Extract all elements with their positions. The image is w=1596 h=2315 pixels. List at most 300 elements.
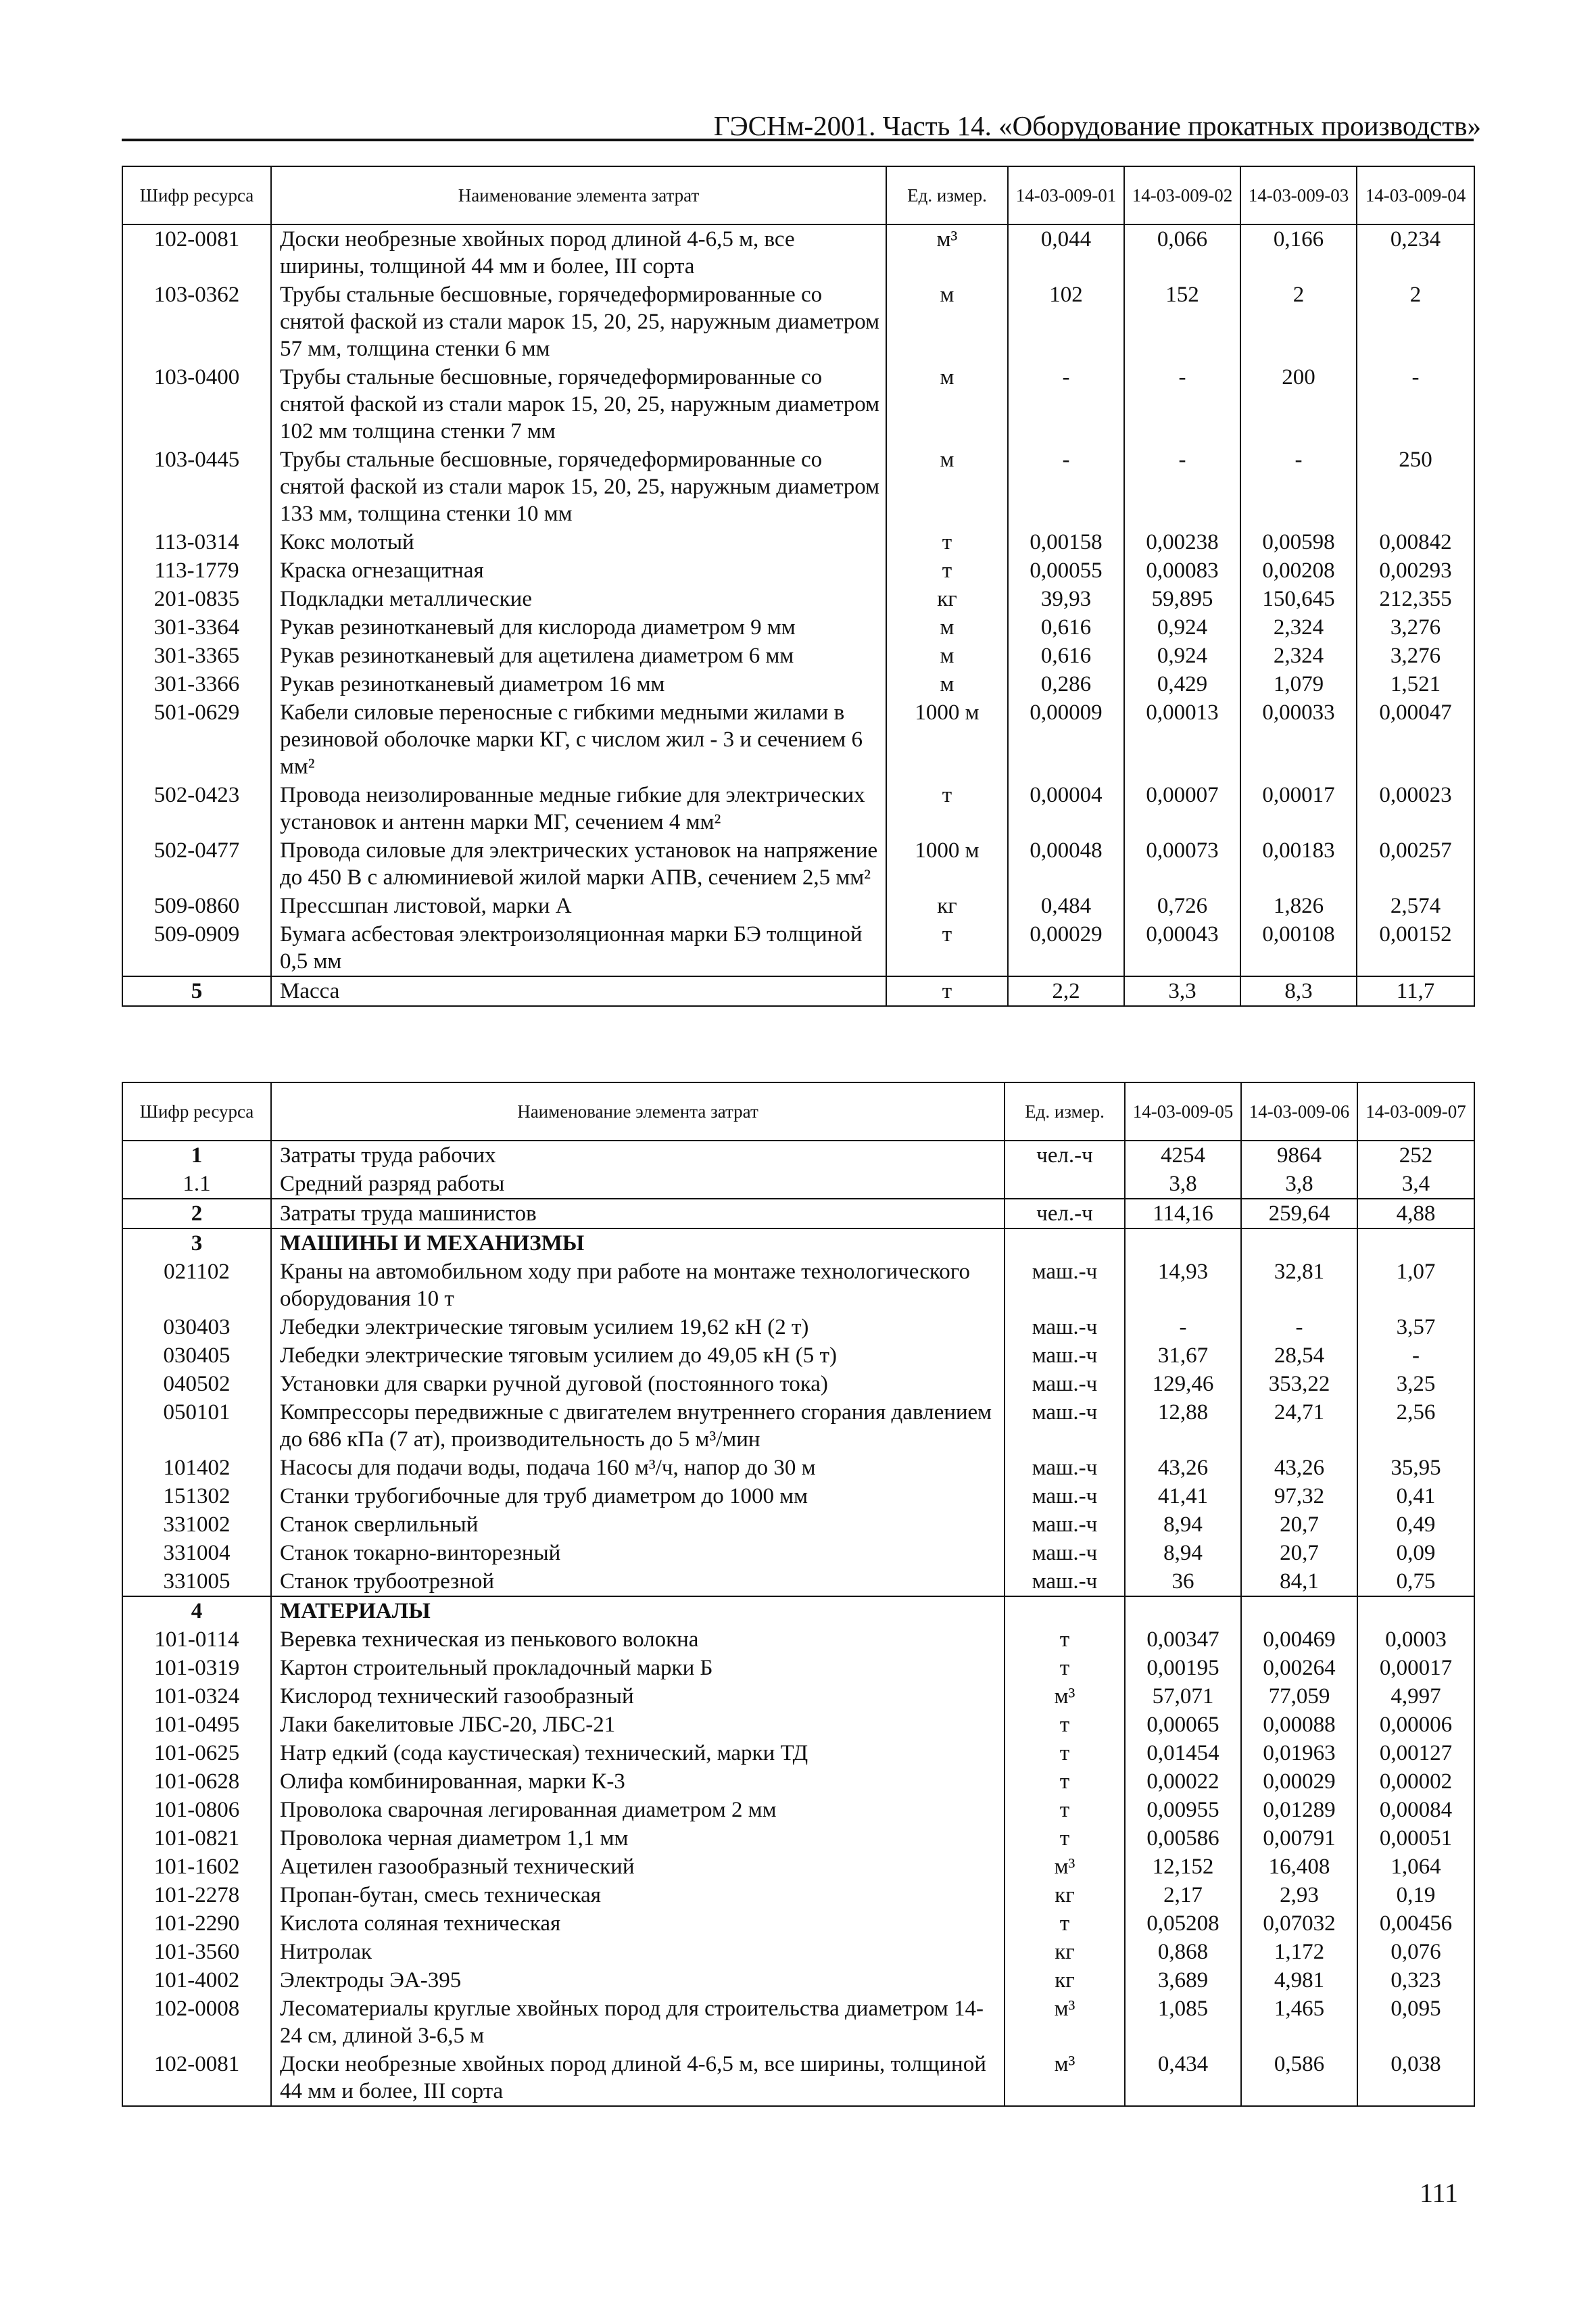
resource-code: 101-0628: [122, 1767, 271, 1796]
value-cell: 0,00013: [1124, 698, 1240, 781]
header-col-6: 14-03-009-06: [1241, 1082, 1357, 1141]
table-row: [122, 446, 1474, 528]
table-row: [122, 556, 1474, 585]
value-cell: 2,2: [1008, 976, 1124, 1006]
value-cell: 41,41: [1125, 1482, 1241, 1510]
resource-code: 2: [122, 1199, 271, 1228]
resource-name: Рукав резинотканевый для ацетилена диаметром 6 мм: [271, 642, 886, 670]
unit-cell: т: [1005, 1711, 1125, 1739]
table-row: [122, 1482, 1474, 1510]
value-cell: 0,924: [1124, 642, 1240, 670]
value-cell: 1,079: [1240, 670, 1357, 698]
header-code: Шифр ресурса: [122, 166, 271, 224]
resource-code: 030403: [122, 1313, 271, 1341]
unit-cell: 1000 м: [886, 836, 1008, 892]
value-cell: 0,434: [1125, 2050, 1241, 2106]
resource-name: Проволока сварочная легированная диаметром 2 мм: [271, 1796, 1005, 1824]
value-cell: 0,05208: [1125, 1909, 1241, 1938]
value-cell: 0,038: [1357, 2050, 1474, 2106]
resource-name: Пропан-бутан, смесь техническая: [271, 1881, 1005, 1909]
resource-code: 101-0625: [122, 1739, 271, 1767]
value-cell: 0,234: [1357, 224, 1474, 281]
value-cell: 0,00009: [1008, 698, 1124, 781]
table-row: [122, 1370, 1474, 1398]
value-cell: 2,324: [1240, 642, 1357, 670]
table-row: [122, 1539, 1474, 1567]
table-row: [122, 1654, 1474, 1682]
resource-code: 101-4002: [122, 1966, 271, 1995]
table-row: [122, 1824, 1474, 1853]
table-row: [122, 2050, 1474, 2106]
value-cell: 0,0003: [1357, 1625, 1474, 1654]
resource-code: 101-0821: [122, 1824, 271, 1853]
unit-cell: т: [1005, 1909, 1125, 1938]
value-cell: 12,88: [1125, 1398, 1241, 1454]
value-cell: 0,00955: [1125, 1796, 1241, 1824]
value-cell: 0,19: [1357, 1881, 1474, 1909]
value-cell: 1,085: [1125, 1995, 1241, 2050]
resource-name: Олифа комбинированная, марки К-3: [271, 1767, 1005, 1796]
value-cell: 0,00065: [1125, 1711, 1241, 1739]
value-cell: -: [1241, 1313, 1357, 1341]
table-row: [122, 920, 1474, 976]
value-cell: 28,54: [1241, 1341, 1357, 1370]
resource-name: Масса: [271, 976, 886, 1006]
value-cell: 1,826: [1240, 892, 1357, 920]
value-cell: 0,00048: [1008, 836, 1124, 892]
value-cell: 1,07: [1357, 1258, 1474, 1313]
resource-name: Станки трубогибочные для труб диаметром до 1000 мм: [271, 1482, 1005, 1510]
value-cell: 0,09: [1357, 1539, 1474, 1567]
value-cell: 0,00293: [1357, 556, 1474, 585]
unit-cell: т: [1005, 1654, 1125, 1682]
value-cell: 3,8: [1241, 1170, 1357, 1199]
labor-row: [122, 1141, 1474, 1170]
resource-code: 301-3365: [122, 642, 271, 670]
value-cell: 0,00264: [1241, 1654, 1357, 1682]
value-cell: -: [1124, 363, 1240, 446]
value-cell: 0,00088: [1241, 1711, 1357, 1739]
header-col-3: 14-03-009-03: [1240, 166, 1357, 224]
header-name: Наименование элемента затрат: [271, 166, 886, 224]
table-row: [122, 1711, 1474, 1739]
value-cell: 1,465: [1241, 1995, 1357, 2050]
header-code: Шифр ресурса: [122, 1082, 271, 1141]
resource-name: Затраты труда машинистов: [271, 1199, 1005, 1228]
unit-cell: т: [1005, 1625, 1125, 1654]
value-cell: 0,00083: [1124, 556, 1240, 585]
value-cell: 212,355: [1357, 585, 1474, 613]
value-cell: 2,17: [1125, 1881, 1241, 1909]
resource-name: Насосы для подачи воды, подача 160 м³/ч, напор до 30 м: [271, 1454, 1005, 1482]
unit-cell: кг: [886, 892, 1008, 920]
header-rule: [122, 139, 1474, 141]
value-cell: 0,00257: [1357, 836, 1474, 892]
value-cell: 3,8: [1125, 1170, 1241, 1199]
section-row-materials: [122, 1596, 1474, 1625]
resource-code: 101-2278: [122, 1881, 271, 1909]
resource-name: Компрессоры передвижные с двигателем внутреннего сгорания давлением до 686 кПа (7 ат), производительность до 5 м³/мин: [271, 1398, 1005, 1454]
value-cell: 0,066: [1124, 224, 1240, 281]
resource-code: 101-0495: [122, 1711, 271, 1739]
value-cell: 0,286: [1008, 670, 1124, 698]
resource-code: 4: [122, 1596, 271, 1625]
value-cell: 0,00598: [1240, 528, 1357, 556]
mass-row: [122, 976, 1474, 1006]
resource-code: 103-0362: [122, 281, 271, 363]
unit-cell: маш.-ч: [1005, 1398, 1125, 1454]
resource-code: 1.1: [122, 1170, 271, 1199]
table-row: [122, 1739, 1474, 1767]
value-cell: 0,166: [1240, 224, 1357, 281]
value-cell: 0,00055: [1008, 556, 1124, 585]
value-cell: 4,997: [1357, 1682, 1474, 1711]
value-cell: 0,924: [1124, 613, 1240, 642]
value-cell: 0,00127: [1357, 1739, 1474, 1767]
unit-cell: маш.-ч: [1005, 1567, 1125, 1596]
unit-cell: т: [886, 920, 1008, 976]
value-cell: 0,00047: [1357, 698, 1474, 781]
unit-cell: кг: [1005, 1938, 1125, 1966]
table-row: [122, 670, 1474, 698]
value-cell: 0,07032: [1241, 1909, 1357, 1938]
resource-name: Лаки бакелитовые ЛБС-20, ЛБС-21: [271, 1711, 1005, 1739]
value-cell: 0,726: [1124, 892, 1240, 920]
value-cell: 1,521: [1357, 670, 1474, 698]
value-cell: 0,01289: [1241, 1796, 1357, 1824]
value-cell: 32,81: [1241, 1258, 1357, 1313]
value-cell: 1,172: [1241, 1938, 1357, 1966]
value-cell: 11,7: [1357, 976, 1474, 1006]
value-cell: 3,4: [1357, 1170, 1474, 1199]
unit-cell: м³: [1005, 1682, 1125, 1711]
value-cell: 8,94: [1125, 1510, 1241, 1539]
value-cell: 0,616: [1008, 642, 1124, 670]
value-cell: 0,044: [1008, 224, 1124, 281]
value-cell: 0,49: [1357, 1510, 1474, 1539]
table-row: [122, 528, 1474, 556]
header-name: Наименование элемента затрат: [271, 1082, 1005, 1141]
value-cell: 84,1: [1241, 1567, 1357, 1596]
unit-cell: маш.-ч: [1005, 1258, 1125, 1313]
value-cell: 3,689: [1125, 1966, 1241, 1995]
resource-code: 102-0081: [122, 2050, 271, 2106]
header-unit: Ед. измер.: [886, 166, 1008, 224]
unit-cell: т: [886, 528, 1008, 556]
header-col-7: 14-03-009-07: [1357, 1082, 1474, 1141]
value-cell: 0,00017: [1240, 781, 1357, 836]
unit-cell: маш.-ч: [1005, 1313, 1125, 1341]
resource-name: Ацетилен газообразный технический: [271, 1853, 1005, 1881]
value-cell: 57,071: [1125, 1682, 1241, 1711]
value-cell: 43,26: [1241, 1454, 1357, 1482]
value-cell: 3,276: [1357, 613, 1474, 642]
table-row: [122, 1767, 1474, 1796]
unit-cell: чел.-ч: [1005, 1199, 1125, 1228]
resource-code: 301-3364: [122, 613, 271, 642]
resource-name: МАШИНЫ И МЕХАНИЗМЫ: [271, 1228, 1005, 1258]
labor-row: [122, 1170, 1474, 1199]
unit-cell: маш.-ч: [1005, 1341, 1125, 1370]
value-cell: 200: [1240, 363, 1357, 446]
value-cell: -: [1124, 446, 1240, 528]
section-row-machines: [122, 1228, 1474, 1258]
value-cell: 0,00033: [1240, 698, 1357, 781]
value-cell: 0,00586: [1125, 1824, 1241, 1853]
value-cell: 114,16: [1125, 1199, 1241, 1228]
table-row: [122, 613, 1474, 642]
resource-name: Трубы стальные бесшовные, горячедеформированные со снятой фаской из стали марок 15, 20, 25, наружным диаметром 133 мм, толщина стенки 10 мм: [271, 446, 886, 528]
value-cell: 31,67: [1125, 1341, 1241, 1370]
value-cell: 39,93: [1008, 585, 1124, 613]
table-row: [122, 892, 1474, 920]
resource-name: Доски необрезные хвойных пород длиной 4-6,5 м, все ширины, толщиной 44 мм и более, III сорта: [271, 224, 886, 281]
resource-code: 331005: [122, 1567, 271, 1596]
resource-name: Веревка техническая из пенькового волокна: [271, 1625, 1005, 1654]
value-cell: 14,93: [1125, 1258, 1241, 1313]
table-row: [122, 1454, 1474, 1482]
value-cell: 0,00152: [1357, 920, 1474, 976]
resource-name: Натр едкий (сода каустическая) технический, марки ТД: [271, 1739, 1005, 1767]
value-cell: 0,00004: [1008, 781, 1124, 836]
value-cell: 0,01963: [1241, 1739, 1357, 1767]
unit-cell: маш.-ч: [1005, 1510, 1125, 1539]
unit-cell: т: [1005, 1739, 1125, 1767]
value-cell: 0,484: [1008, 892, 1124, 920]
empty-cell: [1357, 1228, 1474, 1258]
empty-cell: [1005, 1596, 1125, 1625]
resource-code: 102-0008: [122, 1995, 271, 2050]
table-row: [122, 585, 1474, 613]
resource-code: 201-0835: [122, 585, 271, 613]
resource-name: Станок сверлильный: [271, 1510, 1005, 1539]
table-row: [122, 1938, 1474, 1966]
value-cell: 9864: [1241, 1141, 1357, 1170]
table-row: [122, 642, 1474, 670]
value-cell: 0,75: [1357, 1567, 1474, 1596]
table-row: [122, 836, 1474, 892]
value-cell: 2,56: [1357, 1398, 1474, 1454]
value-cell: 0,41: [1357, 1482, 1474, 1510]
resource-name: Бумага асбестовая электроизоляционная марки БЭ толщиной 0,5 мм: [271, 920, 886, 976]
value-cell: 8,94: [1125, 1539, 1241, 1567]
unit-cell: кг: [886, 585, 1008, 613]
value-cell: 0,00456: [1357, 1909, 1474, 1938]
resource-name: Лебедки электрические тяговым усилием до 49,05 кН (5 т): [271, 1341, 1005, 1370]
value-cell: 353,22: [1241, 1370, 1357, 1398]
table-row: [122, 781, 1474, 836]
value-cell: 152: [1124, 281, 1240, 363]
unit-cell: [1005, 1170, 1125, 1199]
value-cell: 0,00051: [1357, 1824, 1474, 1853]
value-cell: 35,95: [1357, 1454, 1474, 1482]
resource-code: 509-0860: [122, 892, 271, 920]
value-cell: 0,00183: [1240, 836, 1357, 892]
value-cell: 259,64: [1241, 1199, 1357, 1228]
table-row: [122, 1567, 1474, 1596]
value-cell: 0,00029: [1241, 1767, 1357, 1796]
unit-cell: кг: [1005, 1881, 1125, 1909]
unit-cell: м³: [1005, 1853, 1125, 1881]
value-cell: -: [1357, 363, 1474, 446]
value-cell: 0,00043: [1124, 920, 1240, 976]
resource-code: 331004: [122, 1539, 271, 1567]
value-cell: 0,868: [1125, 1938, 1241, 1966]
value-cell: 252: [1357, 1141, 1474, 1170]
table-row: [122, 1258, 1474, 1313]
unit-cell: кг: [1005, 1966, 1125, 1995]
value-cell: -: [1240, 446, 1357, 528]
resource-code: 101-0806: [122, 1796, 271, 1824]
value-cell: 2: [1240, 281, 1357, 363]
value-cell: 2,93: [1241, 1881, 1357, 1909]
value-cell: 0,00002: [1357, 1767, 1474, 1796]
resource-code: 101-0324: [122, 1682, 271, 1711]
value-cell: 0,076: [1357, 1938, 1474, 1966]
resource-name: Нитролак: [271, 1938, 1005, 1966]
value-cell: 43,26: [1125, 1454, 1241, 1482]
resource-name: Рукав резинотканевый для кислорода диаметром 9 мм: [271, 613, 886, 642]
resource-name: Лесоматериалы круглые хвойных пород для строительства диаметром 14-24 см, длиной 3-6,5 м: [271, 1995, 1005, 2050]
value-cell: 0,00108: [1240, 920, 1357, 976]
unit-cell: м: [886, 281, 1008, 363]
resource-code: 101-2290: [122, 1909, 271, 1938]
empty-cell: [1241, 1228, 1357, 1258]
resource-table-2: [122, 1082, 1475, 2107]
unit-cell: м³: [1005, 2050, 1125, 2106]
empty-cell: [1241, 1596, 1357, 1625]
value-cell: 0,00022: [1125, 1767, 1241, 1796]
value-cell: 0,616: [1008, 613, 1124, 642]
resource-code: 113-1779: [122, 556, 271, 585]
unit-cell: м: [886, 642, 1008, 670]
value-cell: 150,645: [1240, 585, 1357, 613]
resource-table-1: [122, 166, 1475, 1007]
value-cell: 102: [1008, 281, 1124, 363]
value-cell: 0,095: [1357, 1995, 1474, 2050]
header-col-2: 14-03-009-02: [1124, 166, 1240, 224]
table-row: [122, 698, 1474, 781]
page-header: ГЭСНм-2001. Часть 14. «Оборудование прокатных производств»: [713, 110, 1481, 141]
value-cell: 12,152: [1125, 1853, 1241, 1881]
table-row: [122, 1510, 1474, 1539]
value-cell: -: [1008, 363, 1124, 446]
value-cell: 24,71: [1241, 1398, 1357, 1454]
resource-name: Краска огнезащитная: [271, 556, 886, 585]
value-cell: 129,46: [1125, 1370, 1241, 1398]
resource-name: Подкладки металлические: [271, 585, 886, 613]
value-cell: 59,895: [1124, 585, 1240, 613]
resource-code: 1: [122, 1141, 271, 1170]
header-col-1: 14-03-009-01: [1008, 166, 1124, 224]
resource-name: Кабели силовые переносные с гибкими медными жилами в резиновой оболочке марки КГ, с числом жил - 3 и сечением 6 мм²: [271, 698, 886, 781]
unit-cell: т: [886, 781, 1008, 836]
resource-code: 5: [122, 976, 271, 1006]
resource-code: 113-0314: [122, 528, 271, 556]
table-row: [122, 1682, 1474, 1711]
value-cell: 0,00238: [1124, 528, 1240, 556]
value-cell: 8,3: [1240, 976, 1357, 1006]
resource-code: 502-0423: [122, 781, 271, 836]
value-cell: 250: [1357, 446, 1474, 528]
resource-code: 101-0114: [122, 1625, 271, 1654]
table-row: [122, 281, 1474, 363]
unit-cell: т: [1005, 1824, 1125, 1853]
resource-name: Краны на автомобильном ходу при работе на монтаже технологического оборудования 10 т: [271, 1258, 1005, 1313]
resource-name: Картон строительный прокладочный марки Б: [271, 1654, 1005, 1682]
resource-name: Станок токарно-винторезный: [271, 1539, 1005, 1567]
unit-cell: м: [886, 363, 1008, 446]
table-row: [122, 1881, 1474, 1909]
value-cell: 0,00195: [1125, 1654, 1241, 1682]
resource-name: Доски необрезные хвойных пород длиной 4-6,5 м, все ширины, толщиной 44 мм и более, III сорта: [271, 2050, 1005, 2106]
resource-code: 030405: [122, 1341, 271, 1370]
unit-cell: маш.-ч: [1005, 1482, 1125, 1510]
table-row: [122, 1398, 1474, 1454]
table-row: [122, 1796, 1474, 1824]
value-cell: 2: [1357, 281, 1474, 363]
resource-name: Станок трубоотрезной: [271, 1567, 1005, 1596]
resource-code: 101-3560: [122, 1938, 271, 1966]
unit-cell: маш.-ч: [1005, 1370, 1125, 1398]
unit-cell: т: [886, 976, 1008, 1006]
resource-code: 501-0629: [122, 698, 271, 781]
value-cell: 2,574: [1357, 892, 1474, 920]
value-cell: 16,408: [1241, 1853, 1357, 1881]
resource-code: 102-0081: [122, 224, 271, 281]
value-cell: 1,064: [1357, 1853, 1474, 1881]
empty-cell: [1125, 1228, 1241, 1258]
resource-name: Средний разряд работы: [271, 1170, 1005, 1199]
resource-name: Трубы стальные бесшовные, горячедеформированные со снятой фаской из стали марок 15, 20, 25, наружным диаметром 102 мм толщина стенки 7 мм: [271, 363, 886, 446]
value-cell: 0,00469: [1241, 1625, 1357, 1654]
value-cell: 0,00017: [1357, 1654, 1474, 1682]
value-cell: 20,7: [1241, 1539, 1357, 1567]
resource-code: 151302: [122, 1482, 271, 1510]
value-cell: 77,059: [1241, 1682, 1357, 1711]
resource-name: Прессшпан листовой, марки А: [271, 892, 886, 920]
unit-cell: чел.-ч: [1005, 1141, 1125, 1170]
value-cell: 0,00347: [1125, 1625, 1241, 1654]
resource-code: 050101: [122, 1398, 271, 1454]
value-cell: 0,586: [1241, 2050, 1357, 2106]
unit-cell: маш.-ч: [1005, 1539, 1125, 1567]
resource-name: Затраты труда рабочих: [271, 1141, 1005, 1170]
value-cell: 0,00073: [1124, 836, 1240, 892]
resource-code: 509-0909: [122, 920, 271, 976]
resource-code: 301-3366: [122, 670, 271, 698]
resource-name: Кислота соляная техническая: [271, 1909, 1005, 1938]
value-cell: 0,323: [1357, 1966, 1474, 1995]
value-cell: 0,00791: [1241, 1824, 1357, 1853]
resource-name: Проволока черная диаметром 1,1 мм: [271, 1824, 1005, 1853]
table-row: [122, 1909, 1474, 1938]
table-row: [122, 1853, 1474, 1881]
value-cell: 4,981: [1241, 1966, 1357, 1995]
resource-code: 331002: [122, 1510, 271, 1539]
value-cell: -: [1125, 1313, 1241, 1341]
header-col-5: 14-03-009-05: [1125, 1082, 1241, 1141]
value-cell: 0,01454: [1125, 1739, 1241, 1767]
resource-name: Провода неизолированные медные гибкие для электрических установок и антенн марки МГ, сечением 4 мм²: [271, 781, 886, 836]
resource-code: 040502: [122, 1370, 271, 1398]
table-row: [122, 1966, 1474, 1995]
resource-code: 103-0400: [122, 363, 271, 446]
table-2-body: [122, 1141, 1474, 2106]
resource-name: Кислород технический газообразный: [271, 1682, 1005, 1711]
value-cell: 0,00006: [1357, 1711, 1474, 1739]
resource-name: Лебедки электрические тяговым усилием 19,62 кН (2 т): [271, 1313, 1005, 1341]
